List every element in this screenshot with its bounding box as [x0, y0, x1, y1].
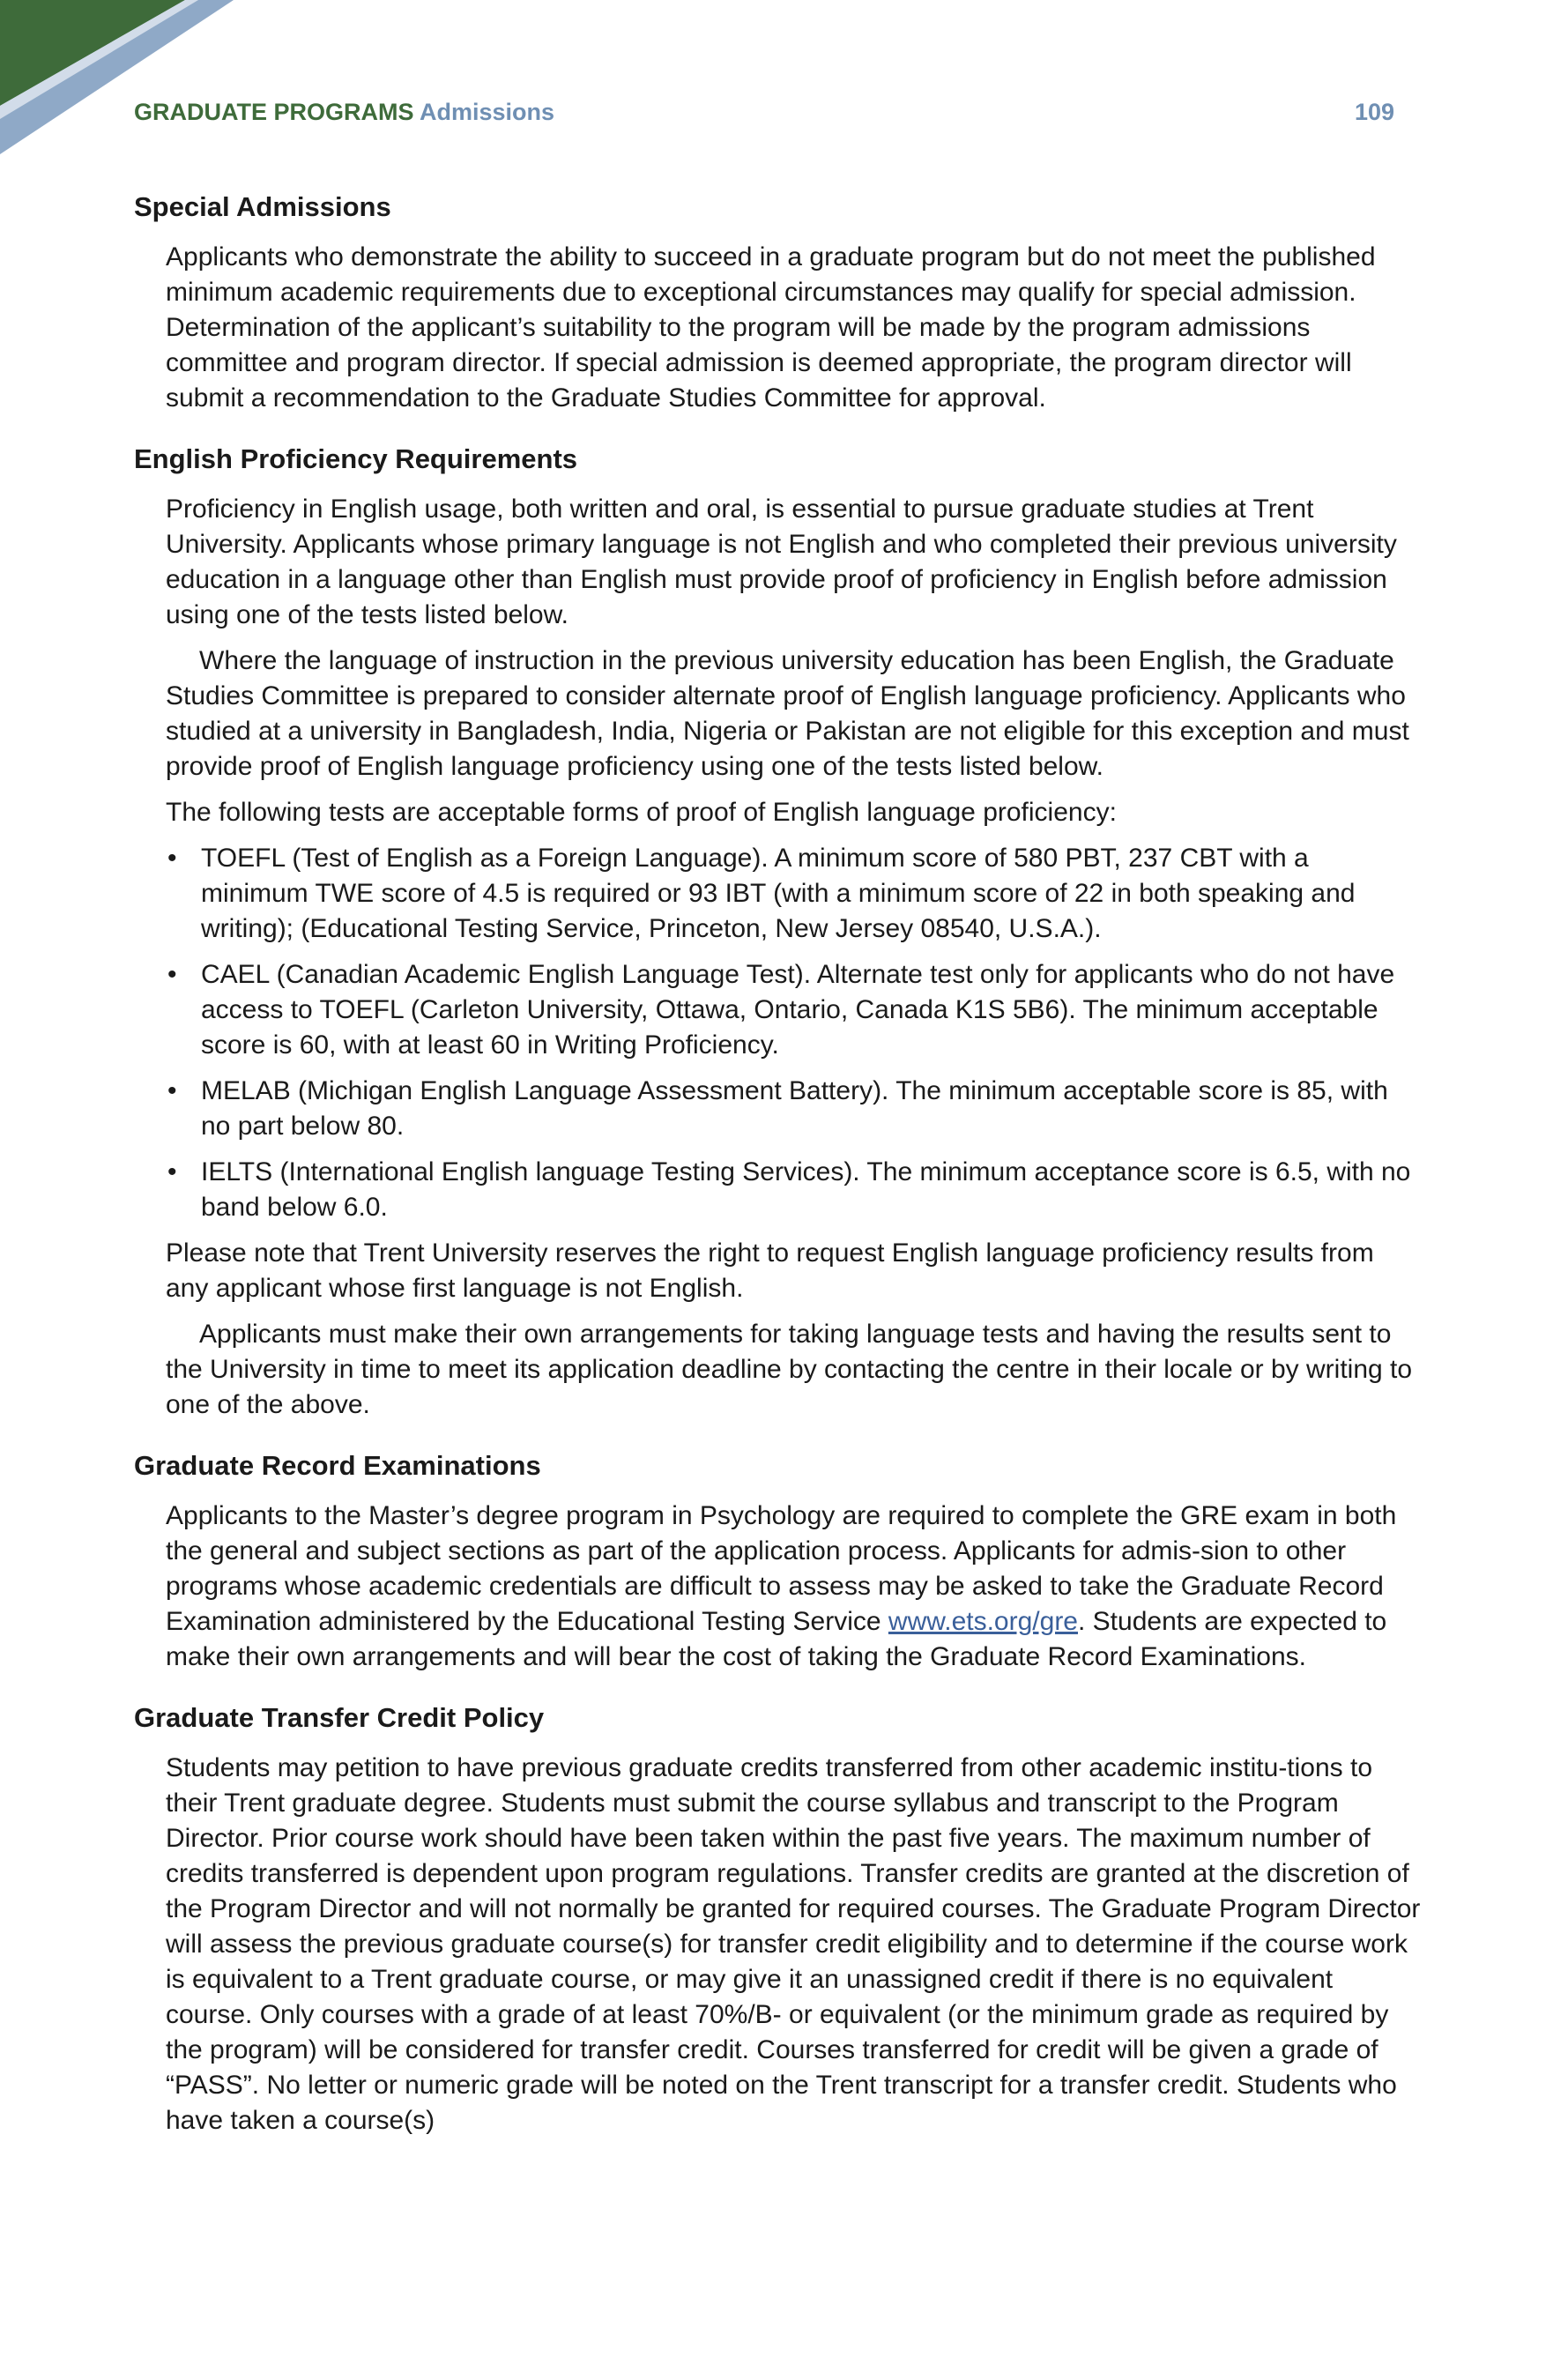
section-special-admissions: [134, 189, 1421, 416]
bullet-icon: •: [167, 1076, 177, 1105]
paragraph: Proficiency in English usage, both written and oral, is essential to pursue graduate studies at Trent University. Applicants whose primary language is not English and who completed their previous university education in a language other than English must provide proof of proficiency in English before admission using one of the tests listed below.: [166, 495, 1397, 629]
list-item: • IELTS (International English language Testing Services). The minimum acceptance score is 6.5, with no band below 6.0.: [134, 1155, 1421, 1225]
list-item: • CAEL (Canadian Academic English Language Test). Alternate test only for applicants who do not have access to TOEFL (Carleton University, Ottawa, Ontario, Canada K1S 5B6). The minimum acceptable score is 60, with at least 60 in Writing Proficiency.: [134, 957, 1421, 1063]
test-list: [134, 841, 1421, 1225]
paragraph: Applicants to the Master’s degree program in Psychology are required to complete the GRE exam in both the general and subject sections as part of the application process. Applicants for admis-sion to other programs whose academic credentials are difficult to assess may be asked to take the Graduate Record Examination administered by the Educational Testing Service www.ets.org/gre. Students are expected to make their own arrangements and will bear the cost of taking the Graduate Record Examinations.: [166, 1501, 1397, 1671]
section-transfer-credit: [134, 1699, 1421, 2138]
paragraph: Students may petition to have previous graduate credits transferred from other academic institu-tions to their Trent graduate degree. Students must submit the course syllabus and transcript to the Program Director. Prior course work should have been taken within the past five years. The maximum number of credits transferred is dependent upon program regulations. Transfer credits are granted at the discretion of the Program Director and will not normally be granted for required courses. The Graduate Program Director will assess the previous graduate course(s) for transfer credit eligibility and to determine if the course work is equivalent to a Trent graduate course, or may give it an unassigned credit if there is no equivalent course. Only courses with a grade of at least 70%/B- or equivalent (or the minimum grade as required by the program) will be considered for transfer credit. Courses transferred for credit will be given a grade of “PASS”. No letter or numeric grade will be noted on the Trent transcript for a transfer credit. Students who have taken a course(s): [166, 1753, 1421, 2135]
header-subsection: Admissions: [420, 99, 555, 125]
section-english-proficiency: [134, 441, 1421, 1423]
bullet-icon: •: [167, 960, 177, 989]
ets-gre-link[interactable]: www.ets.org/gre: [888, 1607, 1078, 1636]
paragraph: Applicants who demonstrate the ability to succeed in a graduate program but do not meet the published minimum academic requirements due to exceptional circumstances may qualify for special admission. Determination of the applicant’s suitability to the program will be made by the program admissions committee and program director. If special admission is deemed appropriate, the program director will submit a recommendation to the Graduate Studies Committee for approval.: [166, 242, 1376, 413]
page-number: 109: [1354, 99, 1394, 125]
bullet-icon: •: [167, 844, 177, 873]
heading-gre: Graduate Record Examinations: [134, 1450, 541, 1481]
paragraph: The following tests are acceptable forms of proof of English language proficiency:: [166, 798, 1117, 827]
heading-special-admissions: Special Admissions: [134, 191, 391, 222]
running-header: [134, 99, 1394, 134]
corner-decoration: [0, 0, 247, 159]
heading-english-proficiency: English Proficiency Requirements: [134, 443, 578, 474]
section-gre: [134, 1447, 1421, 1675]
paragraph: Where the language of instruction in the previous university education has been English, the Graduate Studies Committee is prepared to consider alternate proof of English language proficiency. Applicants who studied at a university in Bangladesh, India, Nigeria or Pakistan are not eligible for this exception and must provide proof of English language proficiency using one of the tests listed below.: [166, 646, 1409, 781]
heading-transfer-credit: Graduate Transfer Credit Policy: [134, 1702, 545, 1733]
header-section: GRADUATE PROGRAMS: [134, 99, 414, 125]
list-item: • TOEFL (Test of English as a Foreign Language). A minimum score of 580 PBT, 237 CBT with a minimum TWE score of 4.5 is required or 93 IBT (with a minimum score of 22 in both speaking and writing); (Educational Testing Service, Princeton, New Jersey 08540, U.S.A.).: [134, 841, 1421, 947]
paragraph: Please note that Trent University reserves the right to request English language proficiency results from any applicant whose first language is not English.: [166, 1238, 1374, 1303]
list-item: • MELAB (Michigan English Language Assessment Battery). The minimum acceptable score is 85, with no part below 80.: [134, 1074, 1421, 1144]
page-content: [134, 189, 1421, 2163]
bullet-icon: •: [167, 1157, 177, 1186]
paragraph: Applicants must make their own arrangements for taking language tests and having the results sent to the University in time to meet its application deadline by contacting the centre in their locale or by writing to one of the above.: [166, 1320, 1413, 1419]
